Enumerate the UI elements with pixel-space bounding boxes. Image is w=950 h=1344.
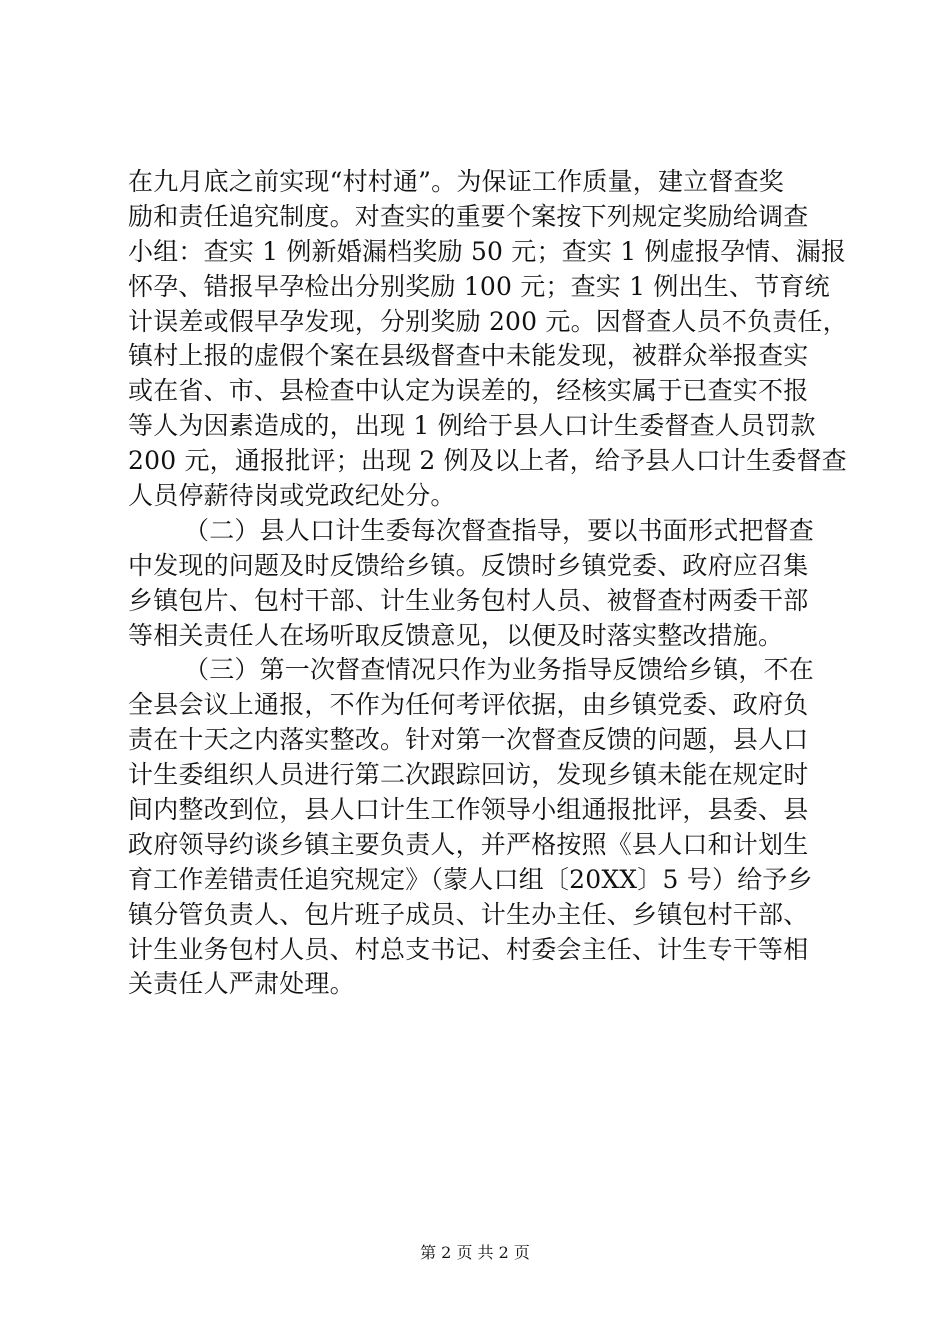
text-line: 计误差或假早孕发现，分别奖励 200 元。因督查人员不负责任，	[128, 306, 848, 336]
text-line: 励和责任追究制度。对查实的重要个案按下列规定奖励给调查	[128, 201, 809, 231]
text-line: 等人为因素造成的，出现 1 例给于县人口计生委督查人员罚款	[128, 411, 816, 441]
text-line: 等相关责任人在场听取反馈意见，以便及时落实整改措施。	[128, 620, 784, 650]
text-line: 人员停薪待岗或党政纪处分。	[128, 481, 456, 511]
text-line: 计生委组织人员进行第二次跟踪回访，发现乡镇未能在规定时	[128, 760, 809, 790]
paragraph-start-line: （三）第一次督查情况只作为业务指导反馈给乡镇，不在	[184, 655, 815, 685]
text-line: 镇村上报的虚假个案在县级督查中未能发现，被群众举报查实	[128, 341, 809, 371]
text-line: 间内整改到位，县人口计生工作领导小组通报批评，县委、县	[128, 795, 809, 825]
text-line: 小组：查实 1 例新婚漏档奖励 50 元；查实 1 例虚报孕情、漏报	[128, 236, 847, 266]
text-line: 政府领导约谈乡镇主要负责人，并严格按照《县人口和计划生	[128, 829, 809, 859]
document-body	[128, 165, 848, 1002]
text-line: 或在省、市、县检查中认定为误差的，经核实属于已查实不报	[128, 376, 809, 406]
text-line: 责在十天之内落实整改。针对第一次督查反馈的问题，县人口	[128, 725, 809, 755]
paragraph-start-line: （二）县人口计生委每次督查指导，要以书面形式把督查	[184, 515, 815, 545]
text-line: 在九月底之前实现“村村通”。为保证工作质量，建立督查奖	[128, 167, 784, 196]
text-line: 乡镇包片、包村干部、计生业务包村人员、被督查村两委干部	[128, 585, 809, 615]
text-line: 镇分管负责人、包片班子成员、计生办主任、乡镇包村干部、	[128, 899, 809, 929]
text-line: 计生业务包村人员、村总支书记、村委会主任、计生专干等相	[128, 934, 809, 964]
text-line: 全县会议上通报，不作为任何考评依据，由乡镇党委、政府负	[128, 690, 809, 720]
text-line: 怀孕、错报早孕检出分别奖励 100 元；查实 1 例出生、节育统	[128, 271, 830, 301]
page-number-footer: 第 2 页 共 2 页	[420, 1243, 530, 1262]
text-line: 关责任人严肃处理。	[128, 969, 355, 999]
text-line: 育工作差错责任追究规定》（蒙人口组〔20XX〕5 号）给予乡	[128, 864, 813, 894]
text-line: 中发现的问题及时反馈给乡镇。反馈时乡镇党委、政府应召集	[128, 550, 809, 580]
text-line: 200 元，通报批评；出现 2 例及以上者，给予县人口计生委督查	[128, 446, 847, 476]
